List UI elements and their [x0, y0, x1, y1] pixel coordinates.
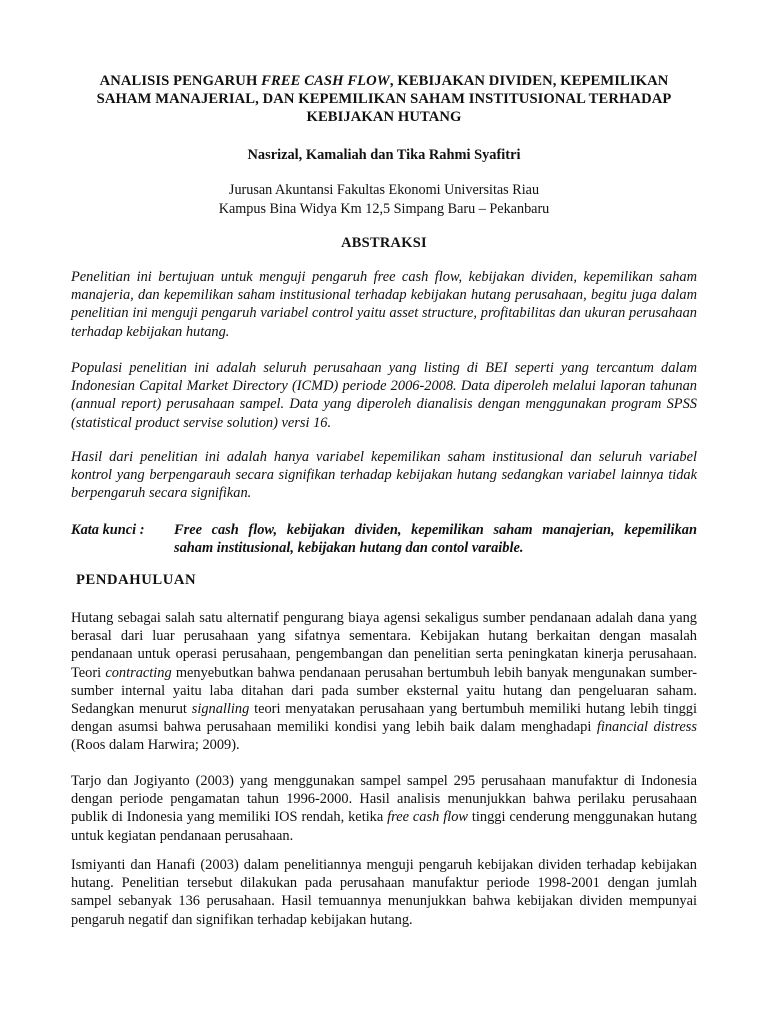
- title-line-1-italic: FREE CASH FLOW: [261, 73, 390, 89]
- abstract-heading: ABSTRAKSI: [341, 235, 427, 251]
- section-heading-pendahuluan: PENDAHULUAN: [76, 572, 197, 588]
- abstract-paragraph-3: Hasil dari penelitian ini adalah hanya variabel kepemilikan saham institusional dan seluruh variabel kontrol yang berpengarauh secara signifikan terhadap kebijakan hutang sedangkan variabel lainnya tidak berpengaruh secara signifikan.: [71, 449, 697, 502]
- intro-p2-text-a: Tarjo dan Jogiyanto (2003) yang menggunakan sampel sampel 295 perusahaan manufaktur di Indonesia dengan periode pengamatan tahun 1996-2000. Hasil analisis menunjukkan bahwa perilaku perusahaan publik di Indonesia yang memiliki IOS rendah, ketika: [71, 773, 697, 826]
- keywords: [71, 521, 697, 557]
- authors: Nasrizal, Kamaliah dan Tika Rahmi Syafitri: [247, 147, 521, 163]
- intro-p2-term-free-cash-flow: free cash flow: [387, 809, 468, 826]
- title-line-1-post: , KEBIJAKAN DIVIDEN, KEPEMILIKAN: [389, 73, 669, 89]
- paper-title: [60, 72, 708, 126]
- intro-paragraph-2: [71, 772, 697, 845]
- title-line-1-pre: ANALISIS PENGARUH: [99, 73, 262, 89]
- intro-p1-text-g: (Roos dalam Harwira; 2009).: [71, 737, 240, 754]
- intro-p1-text-a: Hutang sebagai salah satu alternatif pengurang biaya agensi sekaligus sumber pendanaan adalah dana yang berasal dari luar perusahaan yang sifatnya sementara. Kebijakan hutang berkaitan dengan masalah pendanaan untuk operasi perusahaan, pengembangan dan penelitian serta peningkatan kinerja perusahaan. Teori: [71, 610, 697, 681]
- title-line-3: KEBIJAKAN HUTANG: [306, 109, 462, 125]
- intro-p2-text-c: tinggi cenderung menggunakan hutang untuk kegiatan pendanaan perusahaan.: [71, 809, 697, 844]
- intro-p1-term-contracting: contracting: [105, 664, 172, 681]
- abstract-paragraph-1: Penelitian ini bertujuan untuk menguji pengaruh free cash flow, kebijakan dividen, kepemilikan saham manajeria, dan kepemilikan saham institusional terhadap kebijakan hutang perusahaan, begitu juga dalam penelitian ini menguji pengaruh variabel control yaitu asset structure, profitabilitas dan ukuran perusahaan terhadap kebijakan hutang.: [71, 269, 697, 340]
- keywords-line-1: Free cash flow, kebijakan dividen, kepemilikan saham manajerian, kepemilikan: [174, 522, 697, 538]
- intro-p1-text-e: teori menyatakan perusahaan yang bertumbuh memiliki hutang lebih tinggi dengan asumsi bahwa perusahaan memiliki kondisi yang lebih baik dalam menghadapi: [71, 701, 697, 736]
- keywords-line-2: saham institusional, kebijakan hutang dan contol varaible.: [174, 540, 524, 557]
- intro-p1-term-signalling: signalling: [191, 701, 250, 718]
- affiliation-line-1: Jurusan Akuntansi Fakultas Ekonomi Universitas Riau: [228, 182, 540, 198]
- intro-p1-text-c: menyebutkan bahwa pendanaan perusahan bertumbuh lebih banyak mengunakan sumber-sumber internal yaitu laba ditahan dari pada sumber eksternal yaitu hutang dan pengeluaran saham. Sedangkan menurut: [71, 664, 697, 718]
- intro-paragraph-1: [71, 609, 697, 755]
- keywords-label: Kata kunci :: [71, 522, 145, 538]
- affiliation: [60, 181, 708, 219]
- intro-p1-term-financial-distress: financial distress: [596, 719, 697, 736]
- intro-paragraph-3: Ismiyanti dan Hanafi (2003) dalam penelitiannya menguji pengaruh kebijakan dividen terhadap kebijakan hutang. Penelitian tersebut dilakukan pada perusahaan manufaktur periode 1998-2001 dengan jumlah sampel sebanyak 136 perusahaan. Hasil temuannya menunjukkan bahwa kebijakan dividen mempunyai pengaruh negatif dan signifikan terhadap kebijakan hutang.: [71, 857, 697, 928]
- title-line-1: [60, 72, 708, 90]
- title-line-2: SAHAM MANAJERIAL, DAN KEPEMILIKAN SAHAM INSTITUSIONAL TERHADAP: [96, 91, 672, 107]
- abstract-paragraph-2: Populasi penelitian ini adalah seluruh perusahaan yang listing di BEI seperti yang tercantum dalam Indonesian Capital Market Directory (ICMD) periode 2006-2008. Data diperoleh melalui laporan tahunan (annual report) perusahaan sampel. Data yang diperoleh dianalisis dengan menggunakan program SPSS (statistical product servise solution) versi 16.: [71, 360, 697, 431]
- affiliation-line-2: Kampus Bina Widya Km 12,5 Simpang Baru – Pekanbaru: [218, 201, 550, 217]
